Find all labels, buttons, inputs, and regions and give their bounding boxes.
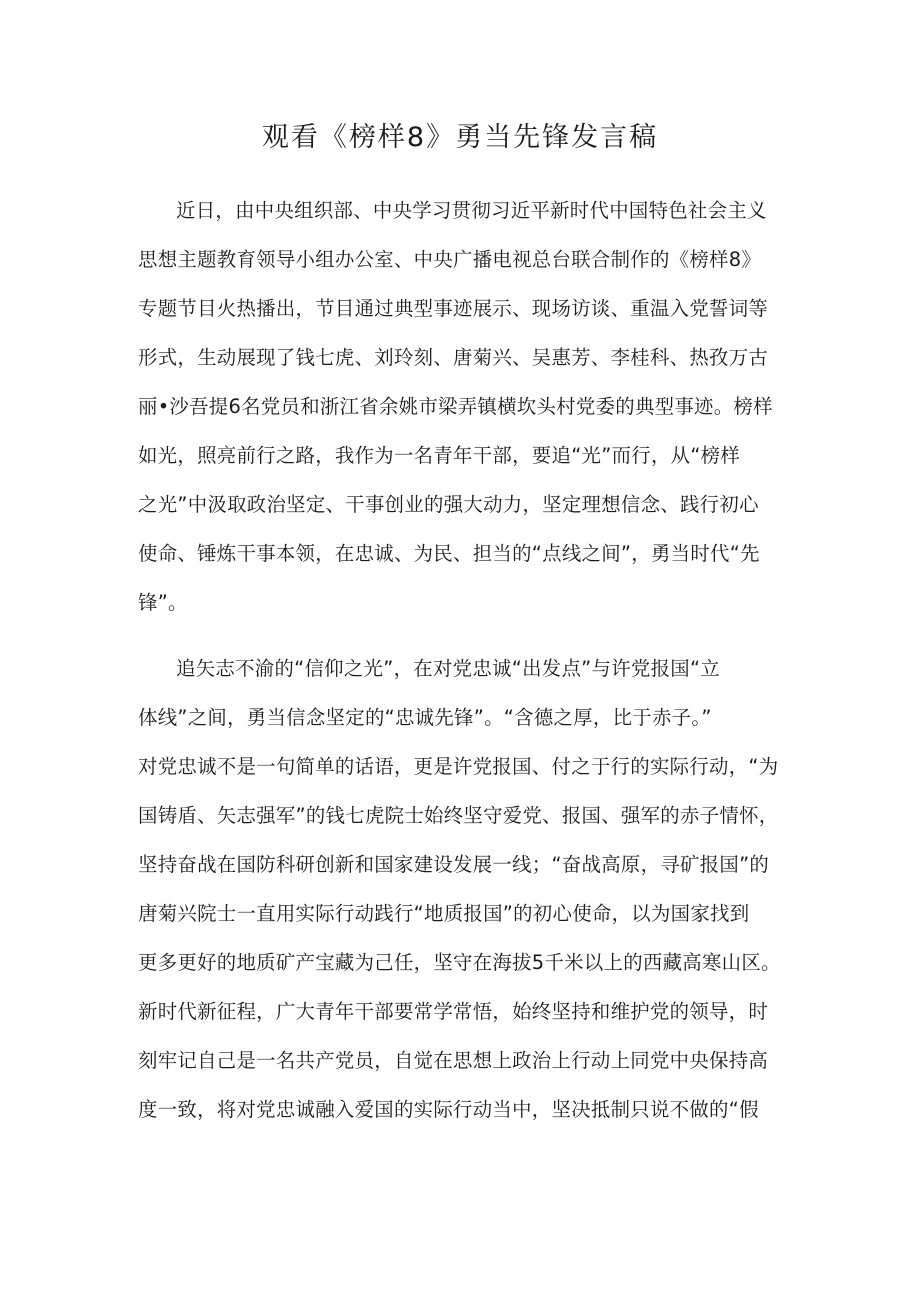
document-title: 观看《榜样8》勇当先锋发言稿 [261, 122, 659, 153]
paragraph-line: 更多更好的地质矿产宝藏为己任，坚守在海拔5千米以上的西藏高寒山区。 [138, 951, 781, 974]
paragraph-line: 使命、锤炼干事本领，在忠诚、为民、担当的“点线之间”，勇当时代“先 [138, 542, 760, 565]
paragraph-line: 坚持奋战在国防科研创新和国家建设发展一线；“奋战高原，寻矿报国”的 [138, 853, 770, 876]
paragraph-line: 专题节目火热播出，节目通过典型事迹展示、现场访谈、重温入党誓词等 [138, 297, 769, 320]
paragraph-line: 新时代新征程，广大青年干部要常学常悟，始终坚持和维护党的领导，时 [138, 1000, 769, 1023]
paragraph-line: 体线”之间，勇当信念坚定的“忠诚先锋”。“含德之厚，比于赤子。” [138, 706, 712, 729]
paragraph-line: 追矢志不渝的“信仰之光”，在对党忠诚“出发点”与许党报国“立 [176, 657, 720, 680]
paragraph-line: 唐菊兴院士一直用实际行动践行“地质报国”的初心使命，以为国家找到 [138, 902, 750, 925]
paragraph-line: 锋”。 [138, 591, 188, 614]
paragraph-line: 近日，由中央组织部、中央学习贯彻习近平新时代中国特色社会主义 [176, 199, 767, 222]
paragraph-line: 之光”中汲取政治坚定、干事创业的强大动力，坚定理想信念、践行初心 [138, 493, 759, 516]
paragraph-intro [138, 186, 798, 627]
paragraph-faith [138, 644, 798, 1134]
paragraph-line: 如光，照亮前行之路，我作为一名青年干部，要追“光”而行，从“榜样 [138, 444, 741, 467]
paragraph-line: 对党忠诚不是一句简单的话语，更是许党报国、付之于行的实际行动，“为 [138, 755, 779, 778]
paragraph-line: 刻牢记自己是一名共产党员，自觉在思想上政治上行动上同党中央保持高 [138, 1049, 769, 1072]
paragraph-line: 思想主题教育领导小组办公室、中央广播电视总台联合制作的《榜样8》 [138, 248, 762, 271]
paragraph-line: 丽•沙吾提6名党员和浙江省余姚市梁弄镇横坎头村党委的典型事迹。榜样 [138, 395, 773, 418]
paragraph-line: 度一致，将对党忠诚融入爱国的实际行动当中，坚决抵制只说不做的“假 [138, 1098, 759, 1121]
paragraph-line: 国铸盾、矢志强军”的钱七虎院士始终坚守爱党、报国、强军的赤子情怀， [138, 804, 779, 827]
paragraph-line: 形式，生动展现了钱七虎、刘玲刻、唐菊兴、吴惠芳、李桂科、热孜万古 [138, 346, 769, 369]
